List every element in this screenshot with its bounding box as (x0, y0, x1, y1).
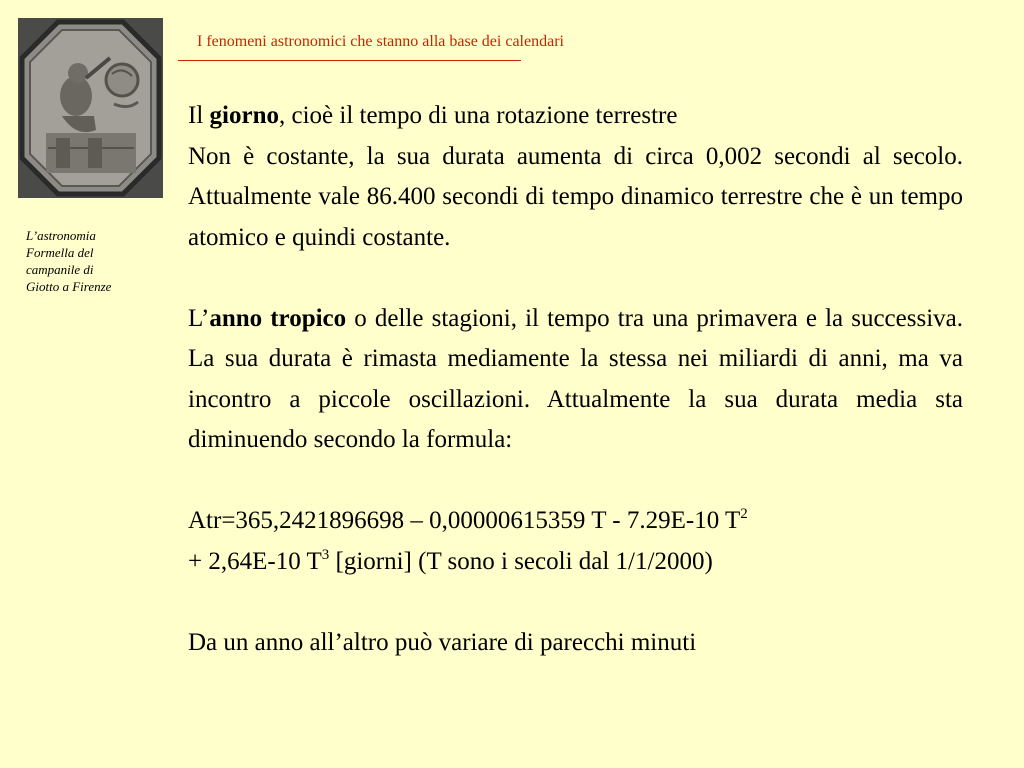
closing-line: Da un anno all’altro può variare di parecchi minuti (188, 628, 697, 656)
astronomy-relief-image (18, 18, 163, 198)
formula-part1: Atr=365,2421896698 – 0,00000615359 T - 7.29E-10 T (188, 507, 741, 534)
caption-line: L’astronomia (26, 228, 96, 243)
giorno-description: Non è costante, la sua durata aumenta di circa 0,002 secondi al secolo. Attualmente vale 86.400 secondi di tempo dinamico terrestre che è un tempo atomico e quindi costante. (188, 142, 963, 251)
paragraph-gap (188, 461, 963, 502)
giorno-title (188, 96, 963, 137)
anno-paragraph (188, 299, 963, 461)
anno-term: anno tropico (209, 304, 347, 332)
slide-content (188, 96, 963, 663)
formula-part3: [giorni] (T sono i secoli dal 1/1/2000) (329, 547, 713, 575)
paragraph-gap (188, 582, 963, 623)
giorno-term: giorno (209, 102, 279, 129)
header-underline (178, 60, 521, 61)
paragraph-gap (188, 258, 963, 299)
caption-line: campanile di (26, 262, 94, 277)
image-caption (26, 227, 156, 295)
slide-header: I fenomeni astronomici che stanno alla base dei calendari (197, 33, 564, 50)
formula-exponent-2: 2 (740, 506, 748, 522)
anno-prefix: L’ (188, 304, 210, 332)
formula-exponent-3: 3 (321, 546, 330, 563)
giorno-title-prefix: Il (188, 102, 210, 129)
giorno-title-suffix: , cioè il tempo di una rotazione terrestre (278, 102, 678, 129)
formula (188, 501, 963, 582)
caption-line: Formella del (26, 245, 94, 260)
caption-line: Giotto a Firenze (26, 279, 112, 294)
formula-part2: + 2,64E-10 T (188, 547, 322, 575)
anno-description: o delle stagioni, il tempo tra una primavera e la successiva. La sua durata è rimasta mediamente la stessa nei miliardi di anni, ma va incontro a piccole oscillazioni. Attualmente la sua durata media sta diminuendo secondo la formula: (188, 304, 963, 453)
